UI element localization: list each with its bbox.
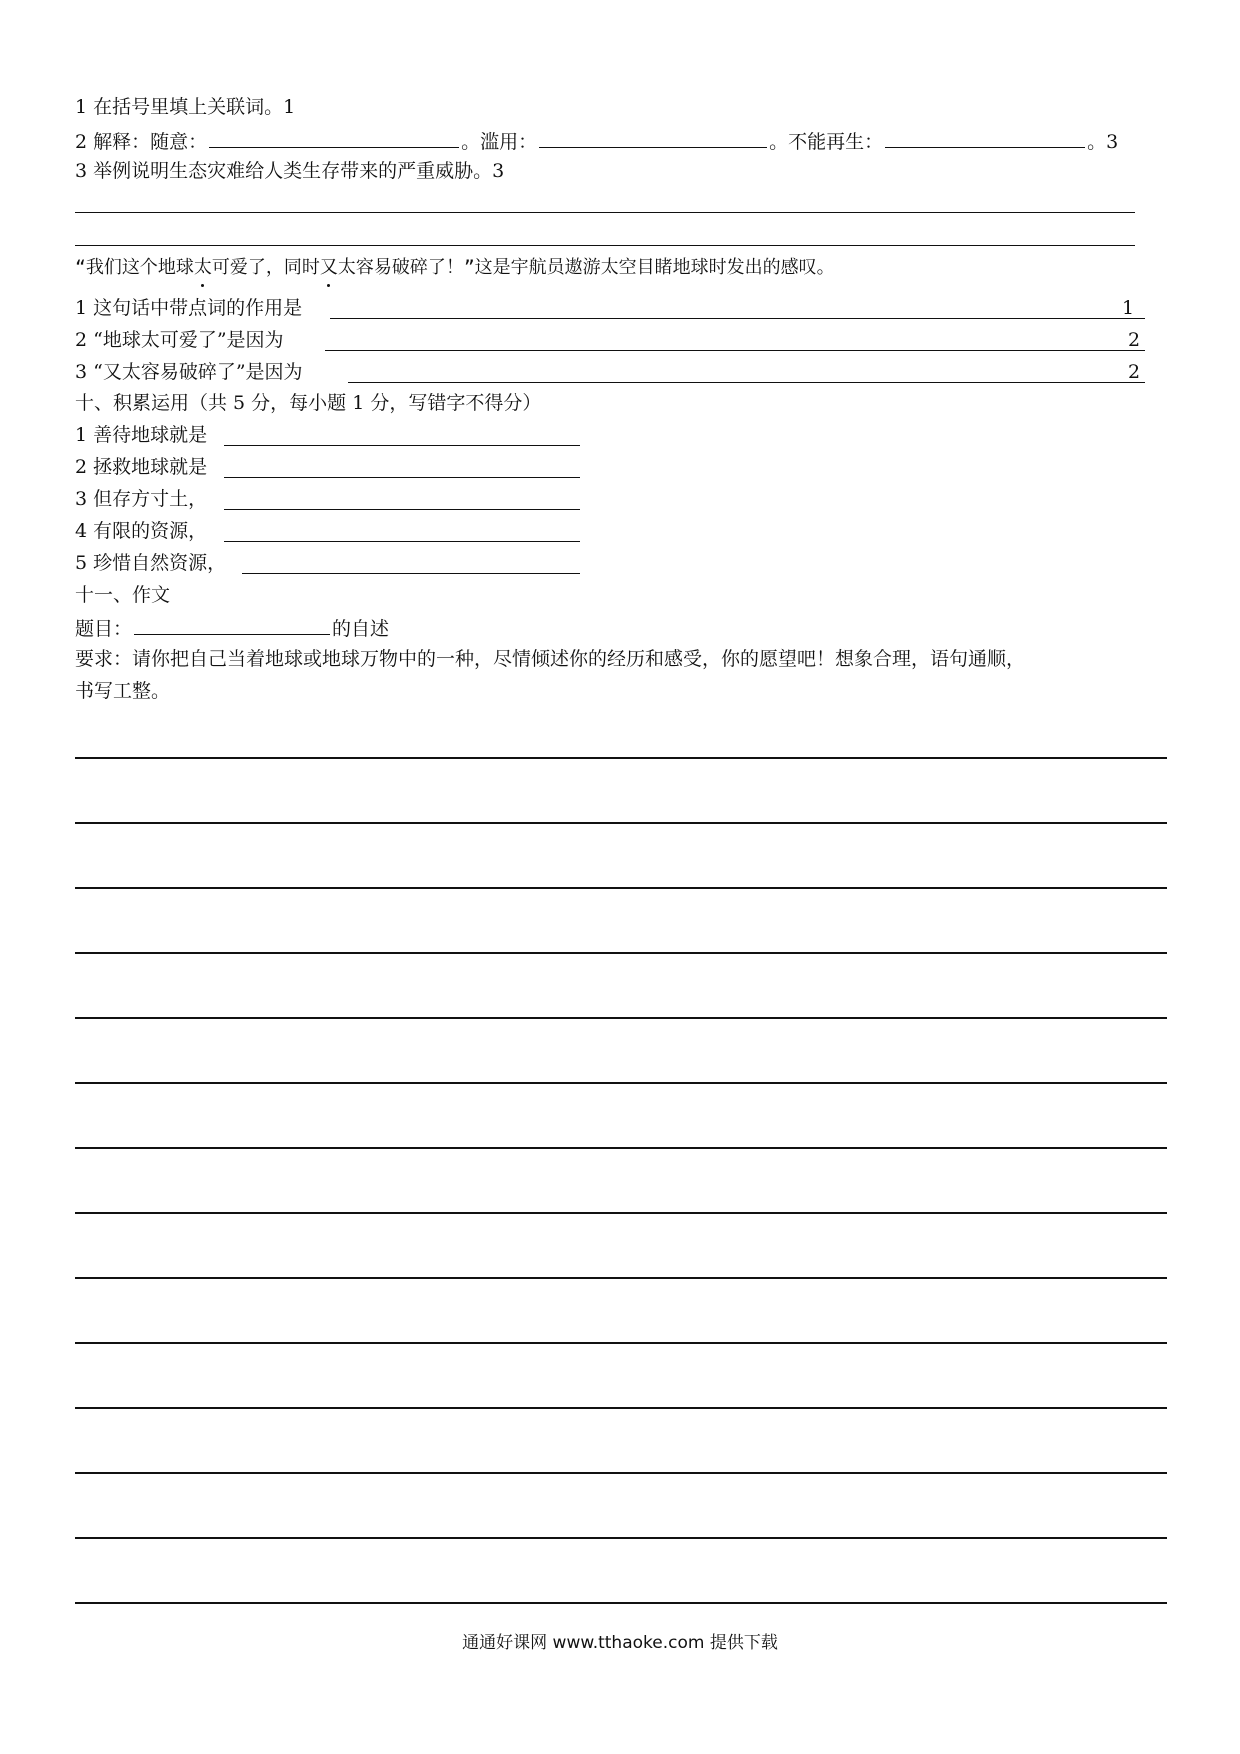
quote-passage: [75, 255, 835, 281]
quote-question-label: 3 “又太容易破碎了”是因为: [75, 361, 303, 383]
quote-question-label: 1 这句话中带点词的作用是: [75, 297, 303, 319]
writing-line[interactable]: [75, 1602, 1167, 1604]
accumulation-item-1: [75, 422, 207, 448]
writing-line[interactable]: [75, 1212, 1167, 1214]
item-label: 3 但存方寸土，: [75, 488, 208, 510]
blank-abuse[interactable]: [539, 127, 767, 148]
score-label: 1: [1122, 297, 1135, 319]
writing-line[interactable]: [75, 1147, 1167, 1149]
quote-answer-line-1[interactable]: [330, 318, 1145, 319]
accumulation-blank-3[interactable]: [224, 509, 580, 510]
writing-line[interactable]: [75, 1472, 1167, 1474]
accumulation-item-4: [75, 518, 207, 544]
writing-line[interactable]: [75, 887, 1167, 889]
score-label: 2: [1128, 329, 1141, 351]
item-label: 2 拯救地球就是: [75, 456, 208, 478]
writing-line[interactable]: [75, 822, 1167, 824]
item-label: 1 善待地球就是: [75, 424, 208, 446]
essay-title-prefix: 题目：: [75, 618, 133, 640]
quote-part-1: “我们这个地球: [75, 257, 194, 278]
accumulation-item-2: [75, 454, 207, 480]
essay-title: [75, 614, 389, 642]
explain-prefix: 2 解释：随意：: [75, 131, 208, 153]
quote-part-2: 可爱了，同时: [211, 257, 320, 278]
dotted-word-1: 太: [194, 255, 212, 281]
essay-title-suffix: 的自述: [332, 618, 390, 640]
blank-random[interactable]: [209, 127, 459, 148]
accumulation-item-5: [75, 550, 226, 576]
quote-answer-line-2[interactable]: [325, 350, 1145, 351]
question-ecological-disaster: 3 举例说明生态灾难给人类生存带来的严重威胁。3: [75, 160, 505, 182]
essay-requirement-line-2: 书写工整。: [75, 680, 171, 702]
writing-line[interactable]: [75, 1407, 1167, 1409]
accumulation-blank-4[interactable]: [224, 541, 580, 542]
section-ten-heading: 十、积累运用（共 5 分，每小题 1 分，写错字不得分）: [75, 392, 542, 414]
blank-nonrenewable[interactable]: [885, 127, 1085, 148]
writing-line[interactable]: [75, 1342, 1167, 1344]
essay-requirement-line-1: 要求：请你把自己当着地球或地球万物中的一种，尽情倾述你的经历和感受，你的愿望吧！想象合理，语句通顺，: [75, 648, 1026, 670]
question-explain-words: [75, 127, 1118, 155]
writing-line[interactable]: [75, 1082, 1167, 1084]
item-label: 5 珍惜自然资源，: [75, 552, 227, 574]
item-label: 4 有限的资源，: [75, 520, 208, 542]
quote-question-3: [75, 359, 303, 385]
score-label: 2: [1128, 361, 1141, 383]
footer-watermark: 通通好课网 www.tthaoke.com 提供下载: [462, 1633, 778, 1653]
writing-line[interactable]: [75, 952, 1167, 954]
quote-question-1: [75, 295, 302, 321]
explain-mid1: 。滥用：: [461, 131, 538, 153]
answer-line-1[interactable]: [75, 212, 1135, 213]
writing-line[interactable]: [75, 1017, 1167, 1019]
writing-line[interactable]: [75, 1537, 1167, 1539]
essay-title-blank[interactable]: [134, 614, 330, 635]
quote-answer-line-3[interactable]: [348, 382, 1145, 383]
writing-line[interactable]: [75, 1277, 1167, 1279]
question-connectives: 1 在括号里填上关联词。1: [75, 96, 296, 118]
writing-line[interactable]: [75, 757, 1167, 759]
quote-part-3: 太容易破碎了！”这是宇航员遨游太空目睹地球时发出的感叹。: [337, 257, 835, 278]
answer-line-2[interactable]: [75, 245, 1135, 246]
dotted-word-2: 又: [320, 255, 338, 281]
quote-question-2: [75, 327, 284, 353]
accumulation-item-3: [75, 486, 207, 512]
accumulation-blank-5[interactable]: [242, 573, 580, 574]
quote-question-label: 2 “地球太可爱了”是因为: [75, 329, 284, 351]
accumulation-blank-1[interactable]: [224, 445, 580, 446]
accumulation-blank-2[interactable]: [224, 477, 580, 478]
section-eleven-heading: 十一、作文: [75, 584, 171, 606]
explain-suffix: 。3: [1087, 131, 1119, 153]
explain-mid2: 。不能再生：: [769, 131, 884, 153]
